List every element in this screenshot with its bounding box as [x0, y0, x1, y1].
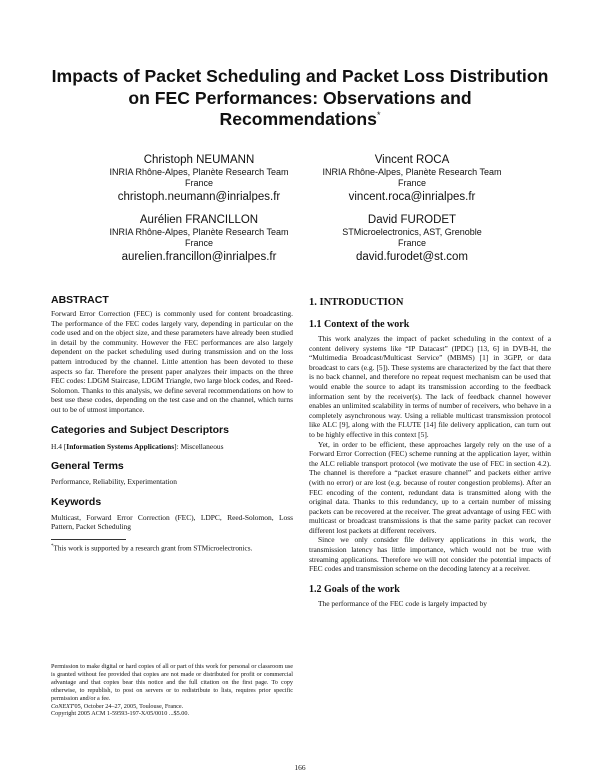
footnote — [51, 543, 293, 553]
author-block-roca — [287, 153, 537, 205]
paper-title — [40, 66, 560, 131]
venue-name: CoNEXT — [51, 702, 74, 710]
permission-text: Permission to make digital or hard copies of all or part of this work for personal or classroom use is granted without fee provided that copies are not made or distributed for profit or commercial advantage and that copies bear this notice and the full citation on the first page. To copy otherwise, to republish, to post on servers or to redistribute to lists, requires prior specific permission and/or a fee. — [51, 663, 293, 702]
author-email[interactable]: david.furodet@st.com — [355, 251, 469, 263]
author-affiliation: INRIA Rhône-Alpes, Planète Research Team — [109, 167, 289, 177]
author-email[interactable]: aurelien.francillon@inrialpes.fr — [121, 251, 277, 263]
intro-paragraph-4: The performance of the FEC code is largely impacted by — [318, 598, 488, 608]
category-name: Information Systems Applications — [66, 441, 175, 451]
title-line-2: on FEC Performances: Observations and — [128, 87, 472, 108]
intro-paragraph-1: This work analyzes the impact of packet scheduling in the context of a content delivery systems like “IP Datacast” (IPDC) [13, 6] in DVB-H, the “Multimedia Broadcast/Multicast Service” (MBMS) [1] in 3GPP, or data broadcast to cars (e.g. [5]). These systems are characterized by the fact that there is no back channel, and therefore no repeat request mechanism can be used that would enable the source to adapt its transmission according to the feedback information sent by the receiver(s). The lack of feedback channel however enables an unlimited scalability in terms of number of receivers, who behave in a completely asynchronous way. Using a reliable multicast transmission protocol like ALC [9], along with the FLUTE [14] file delivery application, can turn out to be highly effective in this context [5]. — [309, 334, 551, 439]
page-number: 166 — [294, 763, 306, 772]
category-code: H.4 — [51, 441, 62, 451]
author-email[interactable]: vincent.roca@inrialpes.fr — [348, 191, 476, 203]
footnote-mark: * — [51, 543, 54, 549]
abstract-text: Forward Error Correction (FEC) is commonly used for content broadcasting. The performance of the FEC codes largely vary, depending in particular on the code used and on the object size, and these parameters have already been studied in detail by the community. However the FEC performances are also largely dependent on the packet scheduling used during transmission and on the loss pattern introduced by the channel. Little attention has been devoted to these aspects so far. Therefore the present paper analyzes their impacts on the three FEC codes: LDGM Staircase, LDGM Triangle, two large block codes, and Reed-Solomon. Thanks to this analysis, we define several recommendations on how to best use these codes, depending on the test case and on the channel, which turns out to be of utmost importance. — [51, 309, 293, 414]
author-country: France — [397, 178, 426, 188]
author-affiliation: INRIA Rhône-Alpes, Planète Research Team — [109, 227, 289, 237]
goals-heading: 1.2 Goals of the work — [309, 583, 400, 595]
venue-details: '05, October 24–27, 2005, Toulouse, France. — [73, 702, 184, 710]
footnote-rule — [51, 539, 126, 540]
abstract-heading: ABSTRACT — [51, 294, 109, 306]
author-country: France — [184, 238, 213, 248]
author-block-furodet — [287, 213, 537, 265]
intro-paragraph-3: Since we only consider file delivery applications in this work, the transmission latency has little importance, which would not be true with streaming applications. Therefore we will not consider the potential impacts of FEC codes and transmission scheme on the decoding latency at a receiver. — [309, 535, 551, 574]
title-line-3: Recommendations* — [219, 109, 381, 129]
right-column — [309, 292, 551, 608]
permission-block — [51, 663, 293, 718]
categories-descriptor: H.4 [Information Systems Applications]: Miscellaneous — [51, 441, 224, 451]
keywords-text: Multicast, Forward Error Correction (FEC), LDPC, Reed-Solomon, Loss Pattern, Packet Scheduling — [51, 512, 293, 532]
general-terms-text: Performance, Reliability, Experimentation — [51, 477, 177, 487]
category-rest: : Miscellaneous — [176, 441, 224, 451]
left-column — [51, 292, 293, 553]
title-footnote-mark: * — [376, 110, 381, 121]
author-affiliation: INRIA Rhône-Alpes, Planète Research Team — [322, 167, 502, 177]
introduction-heading: 1. INTRODUCTION — [309, 297, 404, 308]
author-name: David FURODET — [367, 214, 457, 226]
context-heading: 1.1 Context of the work — [309, 319, 410, 330]
author-name: Vincent ROCA — [374, 154, 450, 166]
venue-line — [51, 703, 293, 711]
author-name: Christoph NEUMANN — [143, 154, 255, 166]
title-line-1: Impacts of Packet Scheduling and Packet Loss Distribution — [51, 66, 549, 86]
keywords-heading: Keywords — [51, 495, 102, 508]
author-email[interactable]: christoph.neumann@inrialpes.fr — [117, 191, 281, 203]
intro-paragraph-2: Yet, in order to be efficient, these approaches largely rely on the use of a Forward Error Correction (FEC) scheme running at the application layer, within the ALC reliable transport protocol (we motivate the use of FEC in section 4.2). The channel is therefore a “packet erasure channel” and packets either arrive (with no error) or are lost (e.g. because of router congestion problems). After an FEC encoding of the content, redundant data is transmitted along with the original data. Thanks to this redundancy, up to a certain number of missing packets can be recovered at the receiver. The great advantage of using FEC with multicast or broadcast transmissions is that the same parity packet can recover different lost packets at different receivers. — [309, 439, 551, 535]
general-terms-heading: General Terms — [51, 460, 124, 473]
author-name: Aurélien FRANCILLON — [139, 214, 259, 226]
author-country: France — [397, 238, 426, 248]
categories-heading: Categories and Subject Descriptors — [51, 423, 229, 436]
copyright-line: Copyright 2005 ACM 1-59593-197-X/05/0010 ...$5.00. — [51, 710, 190, 718]
author-affiliation: STMicroelectronics, AST, Grenoble — [342, 227, 482, 237]
footnote-text: This work is supported by a research grant from STMicroelectronics. — [53, 544, 253, 553]
author-country: France — [184, 178, 213, 188]
